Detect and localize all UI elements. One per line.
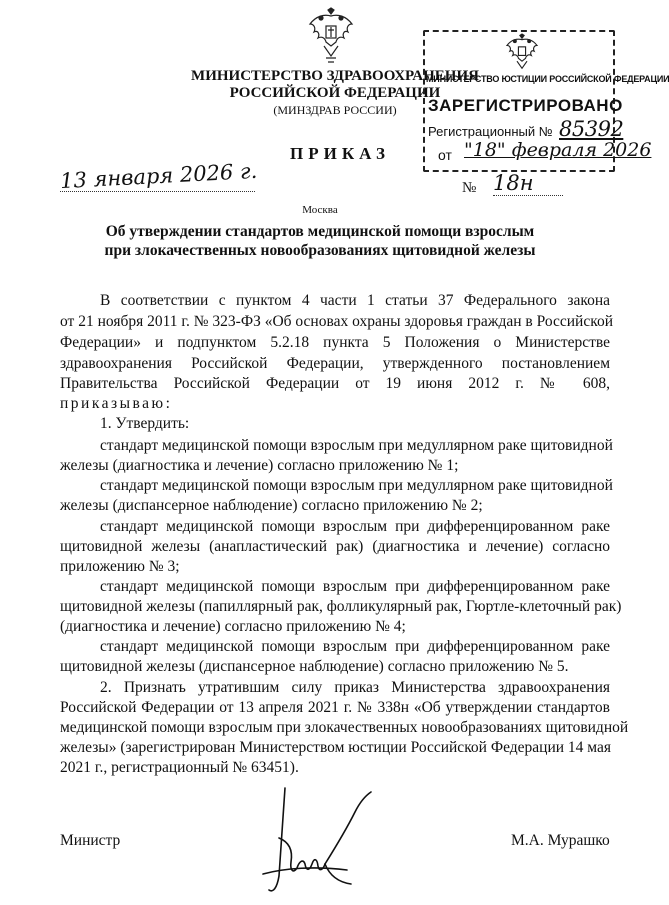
signatory-name: М.А. Мурашко — [511, 832, 610, 849]
preamble-line: Правительства Российской Федерации от 19 июня 2012 г. № 608, — [60, 375, 610, 392]
preamble-line: здравоохранения Российской Федерации, утвержденного постановлением — [60, 355, 610, 372]
preamble-line: Федерации» и подпунктом 5.2.18 пункта 5 Положения о Министерстве — [60, 334, 610, 351]
item1-heading: 1. Утвердить: — [100, 415, 190, 432]
standard-4-line2: щитовидной железы (папиллярный рак, фолликулярный рак, Гюртле-клеточный рак) — [60, 598, 622, 615]
order-date: 13 января 2026 г. — [59, 158, 258, 194]
standard-3-line1: стандарт медицинской помощи взрослым при дифференцированном раке — [100, 518, 610, 535]
stamp-reg-number-label: Регистрационный № — [428, 124, 553, 139]
order-city: Москва — [302, 204, 338, 216]
standard-4-line3: (диагностика и лечение) согласно приложению № 4; — [60, 618, 406, 635]
stamp-date: "18" февраля 2026 — [464, 139, 652, 161]
handwritten-signature — [255, 778, 385, 898]
signatory-role: Министр — [60, 832, 121, 849]
item2-line: Российской Федерации от 13 апреля 2021 г. № 338н «Об утверждении стандартов — [60, 699, 610, 716]
order-title: ПРИКАЗ — [290, 144, 390, 163]
item2-line: 2. Признать утратившим силу приказ Министерства здравоохранения — [100, 679, 610, 696]
item2-line: железы» (зарегистрирован Министерством юстиции Российской Федерации 14 мая — [60, 739, 612, 756]
stamp-ministry-name: МИНИСТЕРСТВО ЮСТИЦИИ РОССИЙСКОЙ ФЕДЕРАЦИИ — [426, 74, 669, 84]
standard-1-line1: стандарт медицинской помощи взрослым при медуллярном раке щитовидной — [100, 437, 613, 454]
standard-5-line2: щитовидной железы (диспансерное наблюдение) согласно приложению № 5. — [60, 658, 569, 675]
standard-2-line1: стандарт медицинской помощи взрослым при медуллярном раке щитовидной — [100, 477, 613, 494]
stamp-date-label: от — [438, 147, 452, 163]
standard-2-line2: железы (диспансерное наблюдение) согласно приложению № 2; — [60, 497, 483, 514]
order-date-underline — [60, 191, 255, 192]
ministry-name-line2: РОССИЙСКОЙ ФЕДЕРАЦИИ — [229, 85, 441, 101]
subject-line1: Об утверждении стандартов медицинской помощи взрослым — [105, 223, 535, 240]
preamble-line: от 21 ноября 2011 г. № 323-ФЗ «Об основах охраны здоровья граждан в Российской — [60, 313, 614, 330]
standard-5-line1: стандарт медицинской помощи взрослым при дифференцированном раке — [100, 638, 610, 655]
standard-3-line2: щитовидной железы (анапластический рак) (диагностика и лечение) согласно — [60, 538, 610, 555]
stamp-emblem-icon — [503, 34, 541, 74]
coat-of-arms-icon — [306, 8, 356, 64]
order-command: приказываю: — [60, 395, 173, 412]
item2-line: медицинской помощи взрослым при злокачественных новообразованиях щитовидной — [60, 719, 629, 736]
subject-line2: при злокачественных новообразованиях щитовидной железы — [104, 242, 536, 259]
order-number-label: № — [462, 180, 477, 196]
standard-3-line3: приложению № 3; — [60, 558, 180, 575]
standard-4-line1: стандарт медицинской помощи взрослым при дифференцированном раке — [100, 578, 610, 595]
standard-1-line2: железы (диагностика и лечение) согласно приложению № 1; — [60, 457, 459, 474]
preamble-line: В соответствии с пунктом 4 части 1 статьи 37 Федерального закона — [100, 292, 610, 309]
stamp-registered-label: ЗАРЕГИСТРИРОВАНО — [428, 96, 623, 115]
item2-line: 2021 г., регистрационный № 63451). — [60, 759, 299, 776]
ministry-name-line1: МИНИСТЕРСТВО ЗДРАВООХРАНЕНИЯ — [191, 68, 479, 84]
ministry-short-name: (МИНЗДРАВ РОССИИ) — [273, 103, 397, 117]
order-number: 18н — [493, 171, 563, 196]
stamp-reg-number: 85392 — [559, 117, 624, 141]
